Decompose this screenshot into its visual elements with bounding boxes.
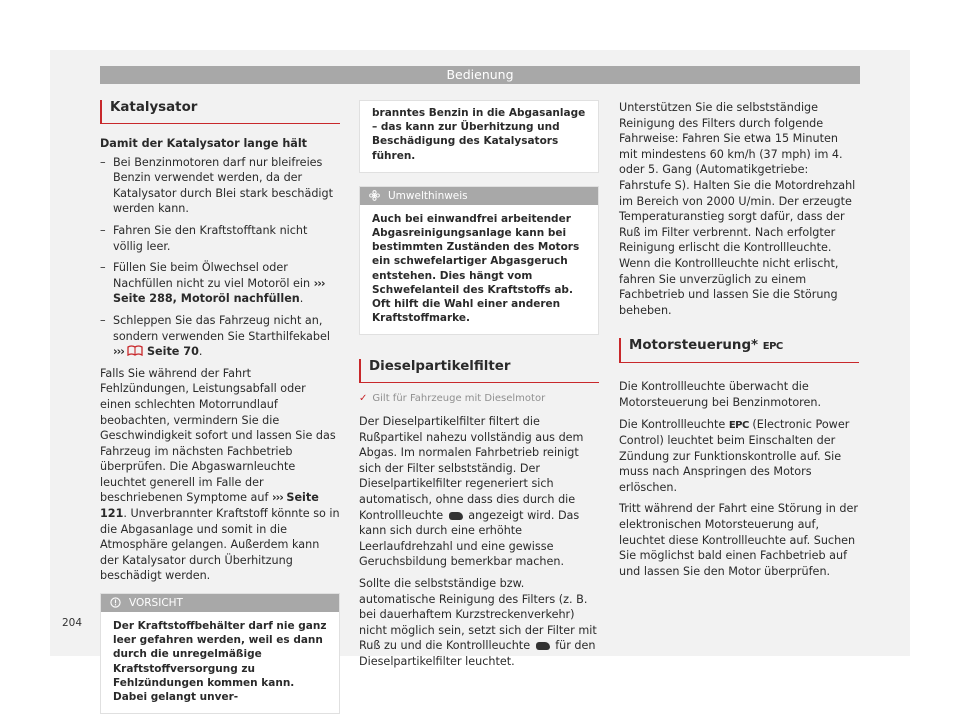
list-item: – Schleppen Sie das Fahrzeug nicht an, sondern verwenden Sie Starthilfekabel ››› Seite 70.	[100, 313, 340, 360]
page-reference-link[interactable]: Seite 288, Motoröl nachfüllen	[113, 292, 300, 306]
caution-box-continued	[359, 100, 599, 173]
ref-arrows: ›››	[113, 345, 124, 359]
epc-icon: EPC	[762, 341, 783, 353]
section-title-motorsteuerung	[619, 338, 859, 363]
book-icon	[127, 345, 143, 356]
paragraph: Unterstützen Sie die selbstständige Reinigung des Filters durch folgende Fahrweise: Fahren Sie etwa 15 Minuten mit mindestens 60 km/h (37 mph) im 4. oder 5. Gang (Automatikgetriebe: Fahrstufe S). Halten Sie die Motordrehzahl im Bereich von 2000 U/min. Der erzeugte Temperaturanstieg sorgt dafür, dass der Ruß im Filter verbrennt. Nach erfolgter Reinigung erlischt die Kontrollleuchte. Wenn die Kontrollleuchte nicht erlischt, fahren Sie unverzüglich zu einem Fachbetrieb und lassen Sie die Störung beheben.	[619, 101, 856, 317]
paragraph: Die Kontrollleuchte überwacht die Motorsteuerung bei Benzinmotoren.	[619, 380, 822, 409]
flower-icon	[369, 190, 380, 201]
caution-text-continued: branntes Benzin in die Abgasanlage – das kann zur Überhitzung und Beschädigung des Katalysators führen.	[372, 107, 586, 162]
ref-arrows: ›››	[272, 491, 283, 505]
paragraph-text: angezeigt wird. Das kann sich durch eine erhöhte Leerlaufdrehzahl und eine gewisse Geruchsbildung bemerkbar machen.	[359, 508, 580, 569]
paragraph: Falls Sie während der Fahrt Fehlzündungen, Leistungsabfall oder einen schlechten Motorrundlauf beobachten, vermindern Sie die Geschwindigkeit sofort und lassen Sie das Fahrzeug im nächsten Fachbetrieb überprüfen. Die Abgaswarnleuchte leuchtet generell im Falle der beschriebenen Symptome auf ››› Seite 121. Unverbrannter Kraftstoff könnte so in die Abgasanlage und somit in die Atmosphäre gelangen. Außerdem kann der Katalysator durch Überhitzung beschädigt werden.	[100, 366, 340, 583]
paragraph-text: Sollte die selbstständige bzw. automatische Reinigung des Filters (z. B. bei dauerhaftem Kurzstreckenverkehr) nicht möglich sein, setzt sich der Filter mit Ruß zu und die Kontrollleuchte	[359, 576, 597, 653]
applies-to-note	[359, 391, 599, 407]
page-reference-link[interactable]: Seite 70	[146, 345, 199, 359]
subtitle: Damit der Katalysator lange hält	[100, 137, 308, 150]
list-item: – Bei Benzinmotoren darf nur bleifreies Benzin verwendet werden, da der Katalysator durch Blei stark beschädigt werden kann.	[100, 155, 340, 217]
paragraph-text: Der Dieselpartikelfilter filtert die Rußpartikel nahezu vollständig aus dem Abgas. Im normalen Fahrbetrieb reinigt sich der Filter selbstständig. Der Dieselpartikelfilter regeneriert sich automatisch, ohne dass dies durch die Kontrollleuchte	[359, 415, 584, 522]
section-title-dieselpartikelfilter: Dieselpartikelfilter	[359, 359, 599, 383]
section-title-katalysator: Katalysator	[100, 100, 340, 124]
paragraph-text: Die Kontrollleuchte	[619, 417, 726, 431]
page-header: Bedienung	[100, 66, 860, 84]
caution-text: Der Kraftstoffbehälter darf nie ganz leer gefahren werden, weil es dann durch die unregelmäßige Kraftstoffversorgung zu Fehlzündungen kommen kann. Dabei gelangt unver-	[113, 620, 327, 704]
column-2	[359, 100, 599, 676]
warning-circle-icon	[110, 597, 121, 608]
paragraph-text: für den Dieselpartikelfilter leuchtet.	[359, 639, 596, 668]
list-item-text: Schleppen Sie das Fahrzeug nicht an, sondern verwenden Sie Starthilfekabel	[113, 313, 330, 343]
paragraph: Tritt während der Fahrt eine Störung in der elektronischen Motorsteuerung auf, leuchtet diese Kontrollleuchte auf. Suchen Sie möglichst bald einen Fachbetrieb auf und lassen Sie den Motor überprüfen.	[619, 502, 858, 578]
paragraph-text: (Electronic Power Control) leuchtet beim Einschalten der Zündung zur Funktionskontrolle auf. Sie muss nach Anspringen des Motors erlöschen.	[619, 417, 850, 494]
paragraph	[359, 576, 599, 670]
page-number: 204	[62, 617, 83, 629]
column-1	[100, 100, 340, 714]
check-icon: ✓	[359, 393, 368, 405]
environment-note-text: Auch bei einwandfrei arbeitender Abgasreinigungsanlage kann bei bestimmten Zuständen des Motors ein schwefelartiger Abgasgeruch entstehen. Dies hängt vom Schwefelanteil des Kraftstoffs ab. Oft hilft die Wahl einer anderen Kraftstoffmarke.	[372, 212, 580, 325]
paragraph-text: Unverbrannter Kraftstoff könnte so in die Abgasanlage und somit in die Atmosphäre gelangen. Außerdem kann der Katalysator durch Überhitzung beschädigt werden.	[100, 507, 340, 583]
paragraph	[359, 414, 599, 570]
ref-arrows: ›››	[313, 276, 325, 290]
list-item-text: Füllen Sie beim Ölwechsel oder Nachfüllen nicht zu viel Motoröl ein	[113, 261, 311, 290]
caution-label: VORSICHT	[129, 597, 183, 610]
section-title-text: Motorsteuerung*	[629, 338, 759, 354]
applies-to-text: Gilt für Fahrzeuge mit Dieselmotor	[372, 393, 546, 405]
environment-note-label: Umwelthinweis	[388, 189, 468, 202]
diesel-filter-warning-icon	[449, 512, 463, 520]
bullet-list	[100, 155, 340, 360]
paragraph-text: Falls Sie während der Fahrt Fehlzündungen, Leistungsabfall oder einen schlechten Motorrundlauf beobachten, vermindern Sie die Geschwindigkeit sofort und lassen Sie das Fahrzeug im nächsten Fachbetrieb überprüfen. Die Abgaswarnleuchte leuchtet generell im Falle der beschriebenen Symptome auf	[100, 366, 336, 505]
environment-note-box	[359, 186, 599, 336]
paragraph	[619, 417, 859, 496]
list-item: – Fahren Sie den Kraftstofftank nicht völlig leer.	[100, 223, 340, 254]
epc-icon: EPC	[728, 419, 749, 431]
page-reference-link[interactable]: Seite 121	[100, 491, 319, 521]
diesel-filter-warning-icon	[536, 642, 550, 650]
list-item: – Füllen Sie beim Ölwechsel oder Nachfüllen nicht zu viel Motoröl ein ››› Seite 288, Motoröl nachfüllen.	[100, 260, 340, 307]
column-3	[619, 100, 859, 585]
environment-note-header	[360, 187, 598, 205]
caution-header	[101, 594, 339, 612]
caution-box	[100, 593, 340, 714]
